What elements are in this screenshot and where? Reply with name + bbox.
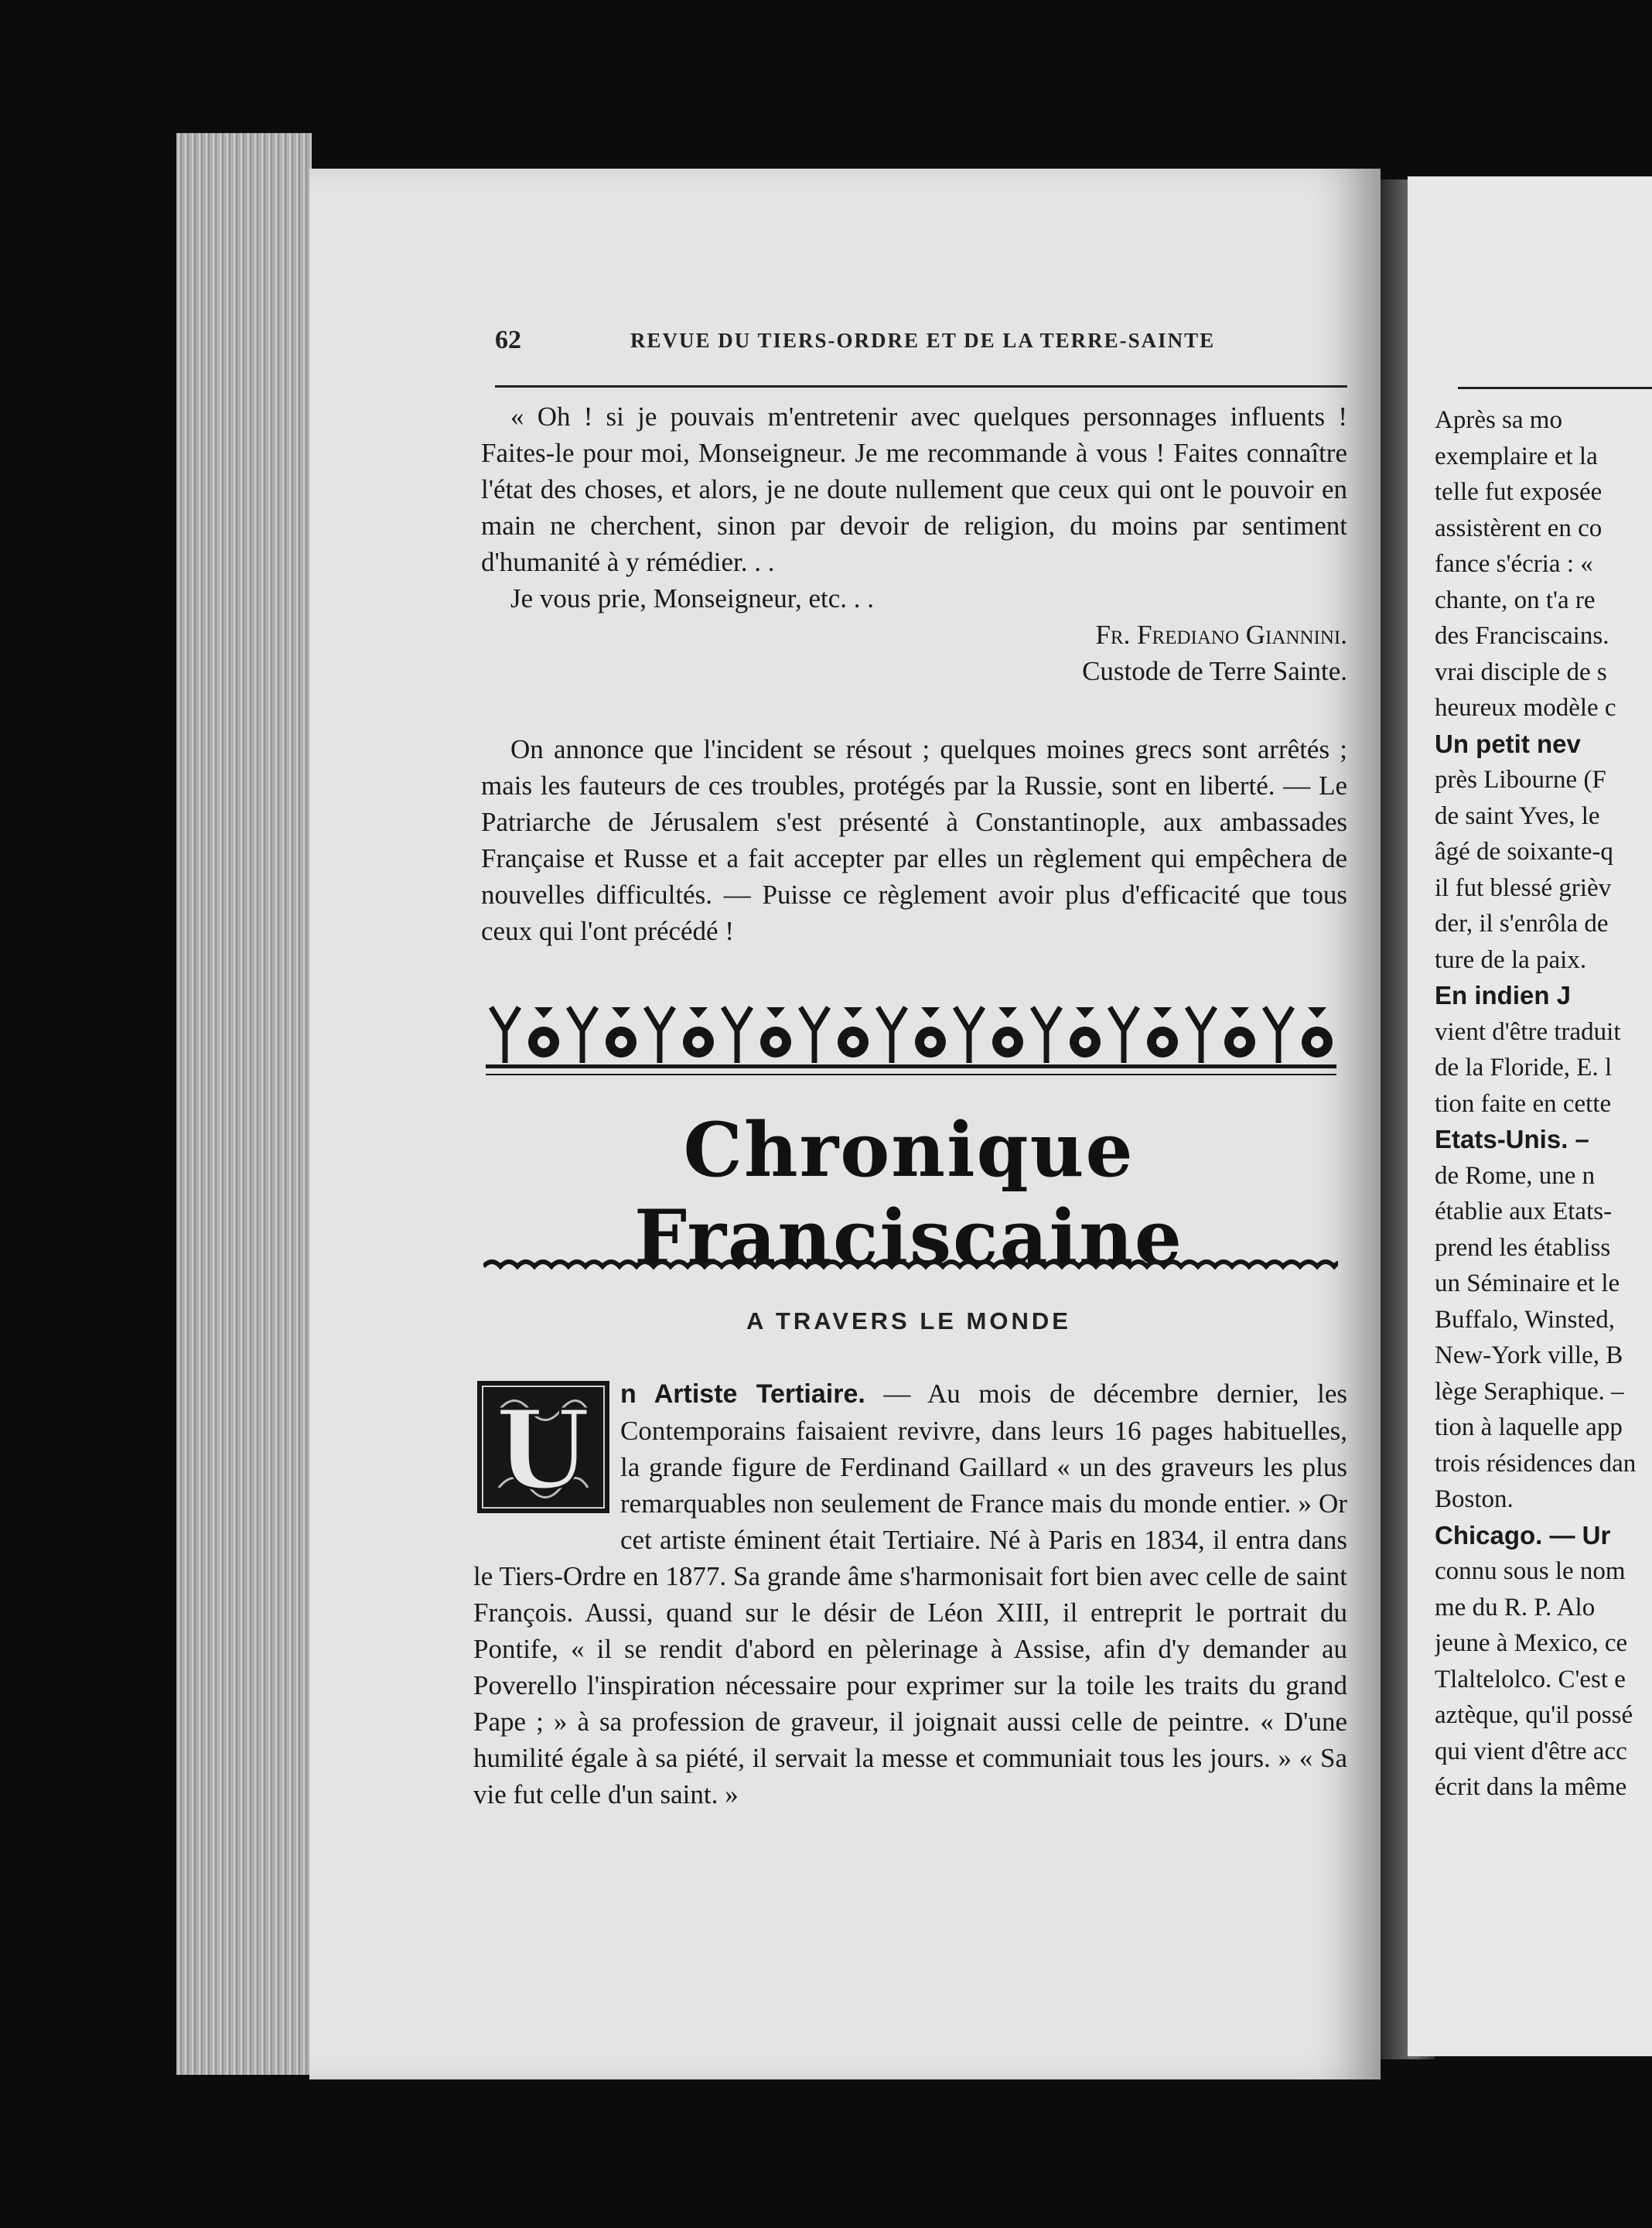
right-page-line: aztèque, qu'il possé: [1435, 1701, 1633, 1729]
right-page-line: Etats-Unis. –: [1435, 1125, 1589, 1153]
ornament-motif: [646, 1007, 714, 1063]
right-page-line: chante, on t'a re: [1435, 586, 1596, 614]
right-page-text: [1435, 402, 1652, 1806]
ornament-motif: [955, 1007, 1023, 1063]
header-rule: [495, 385, 1347, 388]
right-page-line: prend les établiss: [1435, 1233, 1611, 1262]
ornament-motif: [1265, 1007, 1333, 1063]
article-body: — Au mois de décembre dernier, les Contemporains faisaient revivre, dans leurs 16 pages habituelles, la grande figure de Ferdinand Gaillard « un des graveurs les plus remarquables non seulement de France mais du monde entier. » Or cet artiste éminent était Tertiaire. Né à Paris en 1834, il entra dans le Tiers-Ordre en 1877. Sa grande âme s'harmonisait fort bien avec celle de saint François. Aussi, quand sur le désir de Léon XIII, il entreprit le portrait du Pontife, « il se rendit d'abord en pèlerinage à Assise, afin d'y demander au Poverello l'inspiration nécessaire pour exprimer sur la toile les traits du grand Pape ; » à sa profession de graveur, il joignait aussi celle de peintre. « D'une humilité égale à sa piété, il servait la messe et communiait tous les jours. » « Sa vie fut celle d'un saint. »: [473, 1379, 1347, 1809]
right-page-line: connu sous le nom: [1435, 1557, 1626, 1585]
right-page-line: Chicago. — Ur: [1435, 1520, 1611, 1550]
page-edges: [176, 133, 312, 2075]
ornament-motif: [1110, 1007, 1178, 1063]
right-page-line: heureux modèle c: [1435, 694, 1616, 722]
ornament-motif: [1187, 1007, 1255, 1063]
right-page-line: assistèrent en co: [1435, 514, 1603, 542]
running-title: REVUE DU TIERS-ORDRE ET DE LA TERRE-SAINTE: [630, 329, 1216, 352]
right-page-line: âgé de soixante-q: [1435, 838, 1613, 866]
right-page-line: vient d'être traduit: [1435, 1017, 1621, 1046]
right-page-line: établie aux Etats-: [1435, 1198, 1613, 1225]
dropcap-spacer: [473, 1375, 620, 1522]
section-title: Chronique Franciscaine: [633, 1106, 1183, 1281]
signature-name: Fr. Frediano Giannini.: [1095, 620, 1347, 650]
right-page-line: tion à laquelle app: [1435, 1413, 1623, 1441]
news-paragraph: On annonce que l'incident se résout ; quelques moines grecs sont arrêtés ; mais les fauteurs de ces troubles, protégés par la Russie, sont en liberté. — Le Patriarche de Jérusalem s'est présenté à Constantinople, aux ambassades Française et Russe et a fait accepter par elles un règlement qui empêchera de nouvelles difficultés. — Puisse ce règlement avoir plus d'efficacité que tous ceux qui l'ont précédé !: [481, 734, 1347, 946]
right-page-line: En indien J: [1435, 981, 1572, 1010]
right-page-line: Boston.: [1435, 1485, 1514, 1513]
right-page-line: ture de la paix.: [1435, 945, 1587, 974]
right-page-line: trois résidences dan: [1435, 1449, 1637, 1478]
right-page-line: un Séminaire et le: [1435, 1269, 1620, 1297]
right-page-line: des Franciscains.: [1435, 622, 1609, 650]
right-page-line: qui vient d'être acc: [1435, 1737, 1627, 1765]
right-page-rule: [1458, 387, 1652, 389]
ornament-motif: [1032, 1007, 1101, 1063]
right-page-line: me du R. P. Alo: [1435, 1593, 1596, 1621]
right-page-line: fance s'écria : «: [1435, 550, 1593, 578]
wavy-divider: [483, 1249, 1338, 1280]
right-page-line: lège Seraphique. –: [1435, 1377, 1624, 1406]
right-page-line: de Rome, une n: [1435, 1161, 1596, 1190]
signature-title: Custode de Terre Sainte.: [1082, 656, 1347, 686]
letter-paragraph: « Oh ! si je pouvais m'entretenir avec quelques personnages influents ! Faites-le pour moi, Monseigneur. Je me recommande à vous ! Faites connaître l'état des choses, et alors, je ne doute nullement que ceux qui ont le pouvoir en main ne cherchent, sinon par devoir de religion, du moins par sentiment d'humanité à y rémédier. . .: [481, 402, 1347, 577]
right-page-line: Tlaltelolco. C'est e: [1435, 1665, 1626, 1693]
right-page-line: Après sa mo: [1435, 406, 1562, 434]
right-page-line: jeune à Mexico, ce: [1435, 1629, 1628, 1657]
right-page-line: Un petit nev: [1435, 729, 1581, 758]
letter-block: [481, 398, 1347, 689]
right-page-line: près Libourne (F: [1435, 766, 1606, 794]
article-lead-in: n Artiste Tertiaire.: [620, 1379, 865, 1409]
letter-closing: Je vous prie, Monseigneur, etc. . .: [510, 583, 875, 613]
page-number: 62: [495, 326, 521, 354]
article-paragraph: [473, 1375, 1347, 1813]
news-block: [481, 731, 1347, 949]
ornament-motif: [491, 1007, 559, 1063]
right-page-line: New-York ville, B: [1435, 1341, 1623, 1369]
right-page-line: tion faite en cette: [1435, 1089, 1612, 1118]
right-page-line: de la Floride, E. l: [1435, 1054, 1613, 1082]
ornament-motif: [723, 1007, 791, 1063]
right-page-line: écrit dans la même: [1435, 1773, 1627, 1801]
right-page-line: exemplaire et la: [1435, 442, 1598, 470]
right-page-line: der, il s'enrôla de: [1435, 910, 1609, 938]
section-subtitle: A TRAVERS LE MONDE: [746, 1307, 1071, 1334]
right-page-line: Buffalo, Winsted,: [1435, 1305, 1616, 1334]
right-page-line: telle fut exposée: [1435, 478, 1603, 506]
right-page-line: de saint Yves, le: [1435, 801, 1600, 830]
ornament-motif: [568, 1007, 637, 1063]
dropcap-letter: U: [495, 1387, 591, 1514]
article-block: [473, 1375, 1347, 1813]
right-page-line: vrai disciple de s: [1435, 658, 1607, 686]
ornament-motif: [800, 1007, 869, 1063]
ornament-motif: [878, 1007, 946, 1063]
floral-ornament-band: [486, 1000, 1336, 1092]
right-page-line: il fut blessé grièv: [1435, 873, 1612, 902]
